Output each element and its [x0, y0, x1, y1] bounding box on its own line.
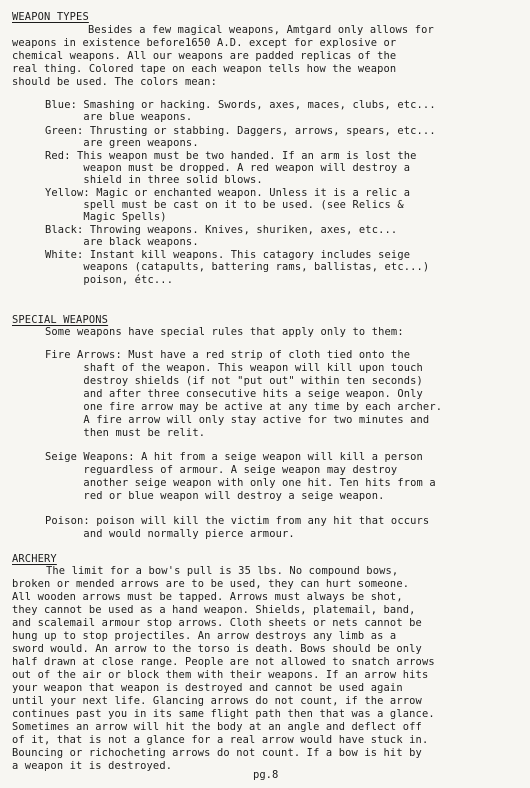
archery-line: continues past you in its same flight path then that was a glance.: [12, 708, 435, 720]
weapon-types-intro-line: should be used. The colors mean:: [12, 76, 217, 88]
color-green-line: are green weapons.: [45, 137, 199, 149]
archery-line: your weapon that weapon is destroyed and cannot be used again: [12, 682, 403, 694]
fire-arrows-line: then must be relit.: [45, 427, 206, 439]
color-white-line: White: Instant kill weapons. This catagory includes seige: [45, 249, 411, 261]
fire-arrows-line: shaft of the weapon. This weapon will kill upon touch: [45, 362, 423, 374]
color-black-line: Black: Throwing weapons. Knives, shuriken, axes, etc...: [45, 224, 398, 236]
page-number: pg.8: [253, 769, 279, 781]
fire-arrows-line: A fire arrow will only stay active for two minutes and: [45, 414, 430, 426]
color-yellow-line: Yellow: Magic or enchanted weapon. Unless it is a relic a: [45, 187, 411, 199]
seige-weapons-line: Seige Weapons: A hit from a seige weapon will kill a person: [45, 451, 423, 463]
color-blue-line: are blue weapons.: [45, 111, 193, 123]
weapon-types-intro-line: weapons in existence before1650 A.D. except for explosive or: [12, 37, 397, 49]
archery-line: out of the air or block them with their weapons. If an arrow hits: [12, 669, 429, 681]
color-blue-line: Blue: Smashing or hacking. Swords, axes, maces, clubs, etc...: [45, 99, 436, 111]
color-yellow-line: Magic Spells): [45, 211, 167, 223]
special-weapons-intro: Some weapons have special rules that apply only to them:: [45, 326, 404, 338]
archery-line: half drawn at close range. People are not allowed to snatch arrows: [12, 656, 435, 668]
seige-weapons-line: another seige weapon with only one hit. Ten hits from a: [45, 477, 436, 489]
weapon-types-intro-line: chemical weapons. All our weapons are padded replicas of the: [12, 50, 397, 62]
color-white-line: weapons (catapults, battering rams, ballistas, etc...): [45, 261, 430, 273]
archery-line: and scalemail armour stop arrows. Cloth sheets or nets cannot be: [12, 617, 422, 629]
archery-heading: ARCHERY: [12, 553, 57, 565]
archery-line: a weapon it is destroyed.: [12, 760, 173, 772]
color-yellow-line: spell must be cast on it to be used. (see Relics &: [45, 199, 404, 211]
archery-line: of it, that is not a glance for a real arrow would have stuck in.: [12, 734, 429, 746]
archery-line: The limit for a bow's pull is 35 lbs. No compound bows,: [46, 565, 399, 577]
fire-arrows-line: Fire Arrows: Must have a red strip of cloth tied onto the: [45, 349, 411, 361]
fire-arrows-line: one fire arrow may be active at any time by each archer.: [45, 401, 443, 413]
color-red-line: shield in three solid blows.: [45, 174, 263, 186]
weapon-types-intro-line: Besides a few magical weapons, Amtgard only allows for: [88, 24, 434, 36]
special-weapons-heading: SPECIAL WEAPONS: [12, 314, 109, 326]
color-black-line: are black weapons.: [45, 236, 199, 248]
color-white-line: poison, étc...: [45, 274, 174, 286]
archery-line: broken or mended arrows are to be used, they can hurt someone.: [12, 578, 410, 590]
weapon-types-heading: WEAPON TYPES: [12, 11, 89, 23]
archery-line: hung up to stop projectiles. An arrow destroys any limb as a: [12, 630, 397, 642]
color-green-line: Green: Thrusting or stabbing. Daggers, arrows, spears, etc...: [45, 125, 436, 137]
archery-line: they cannot be used as a hand weapon. Shields, platemail, band,: [12, 604, 416, 616]
poison-line: Poison: poison will kill the victim from any hit that occurs: [45, 515, 430, 527]
color-red-line: Red: This weapon must be two handed. If an arm is lost the: [45, 150, 417, 162]
fire-arrows-line: and after three consecutive hits a seige weapon. Only: [45, 388, 423, 400]
color-red-line: weapon must be dropped. A red weapon will destroy a: [45, 162, 411, 174]
seige-weapons-line: red or blue weapon will destroy a seige weapon.: [45, 490, 385, 502]
archery-line: Sometimes an arrow will hit the body at an angle and deflect off: [12, 721, 422, 733]
archery-line: All wooden arrows must be tapped. Arrows must always be shot,: [12, 591, 403, 603]
archery-line: sword would. An arrow to the torso is death. Bows should be only: [12, 643, 422, 655]
archery-line: until your next life. Glancing arrows do not count, if the arrow: [12, 695, 422, 707]
archery-line: Bouncing or richocheting arrows do not count. If a bow is hit by: [12, 747, 422, 759]
poison-line: and would normally pierce armour.: [45, 528, 295, 540]
weapon-types-intro-line: real thing. Colored tape on each weapon tells how the weapon: [12, 63, 397, 75]
fire-arrows-line: destroy shields (if not "put out" within ten seconds): [45, 375, 423, 387]
seige-weapons-line: reguardless of armour. A seige weapon may destroy: [45, 464, 398, 476]
